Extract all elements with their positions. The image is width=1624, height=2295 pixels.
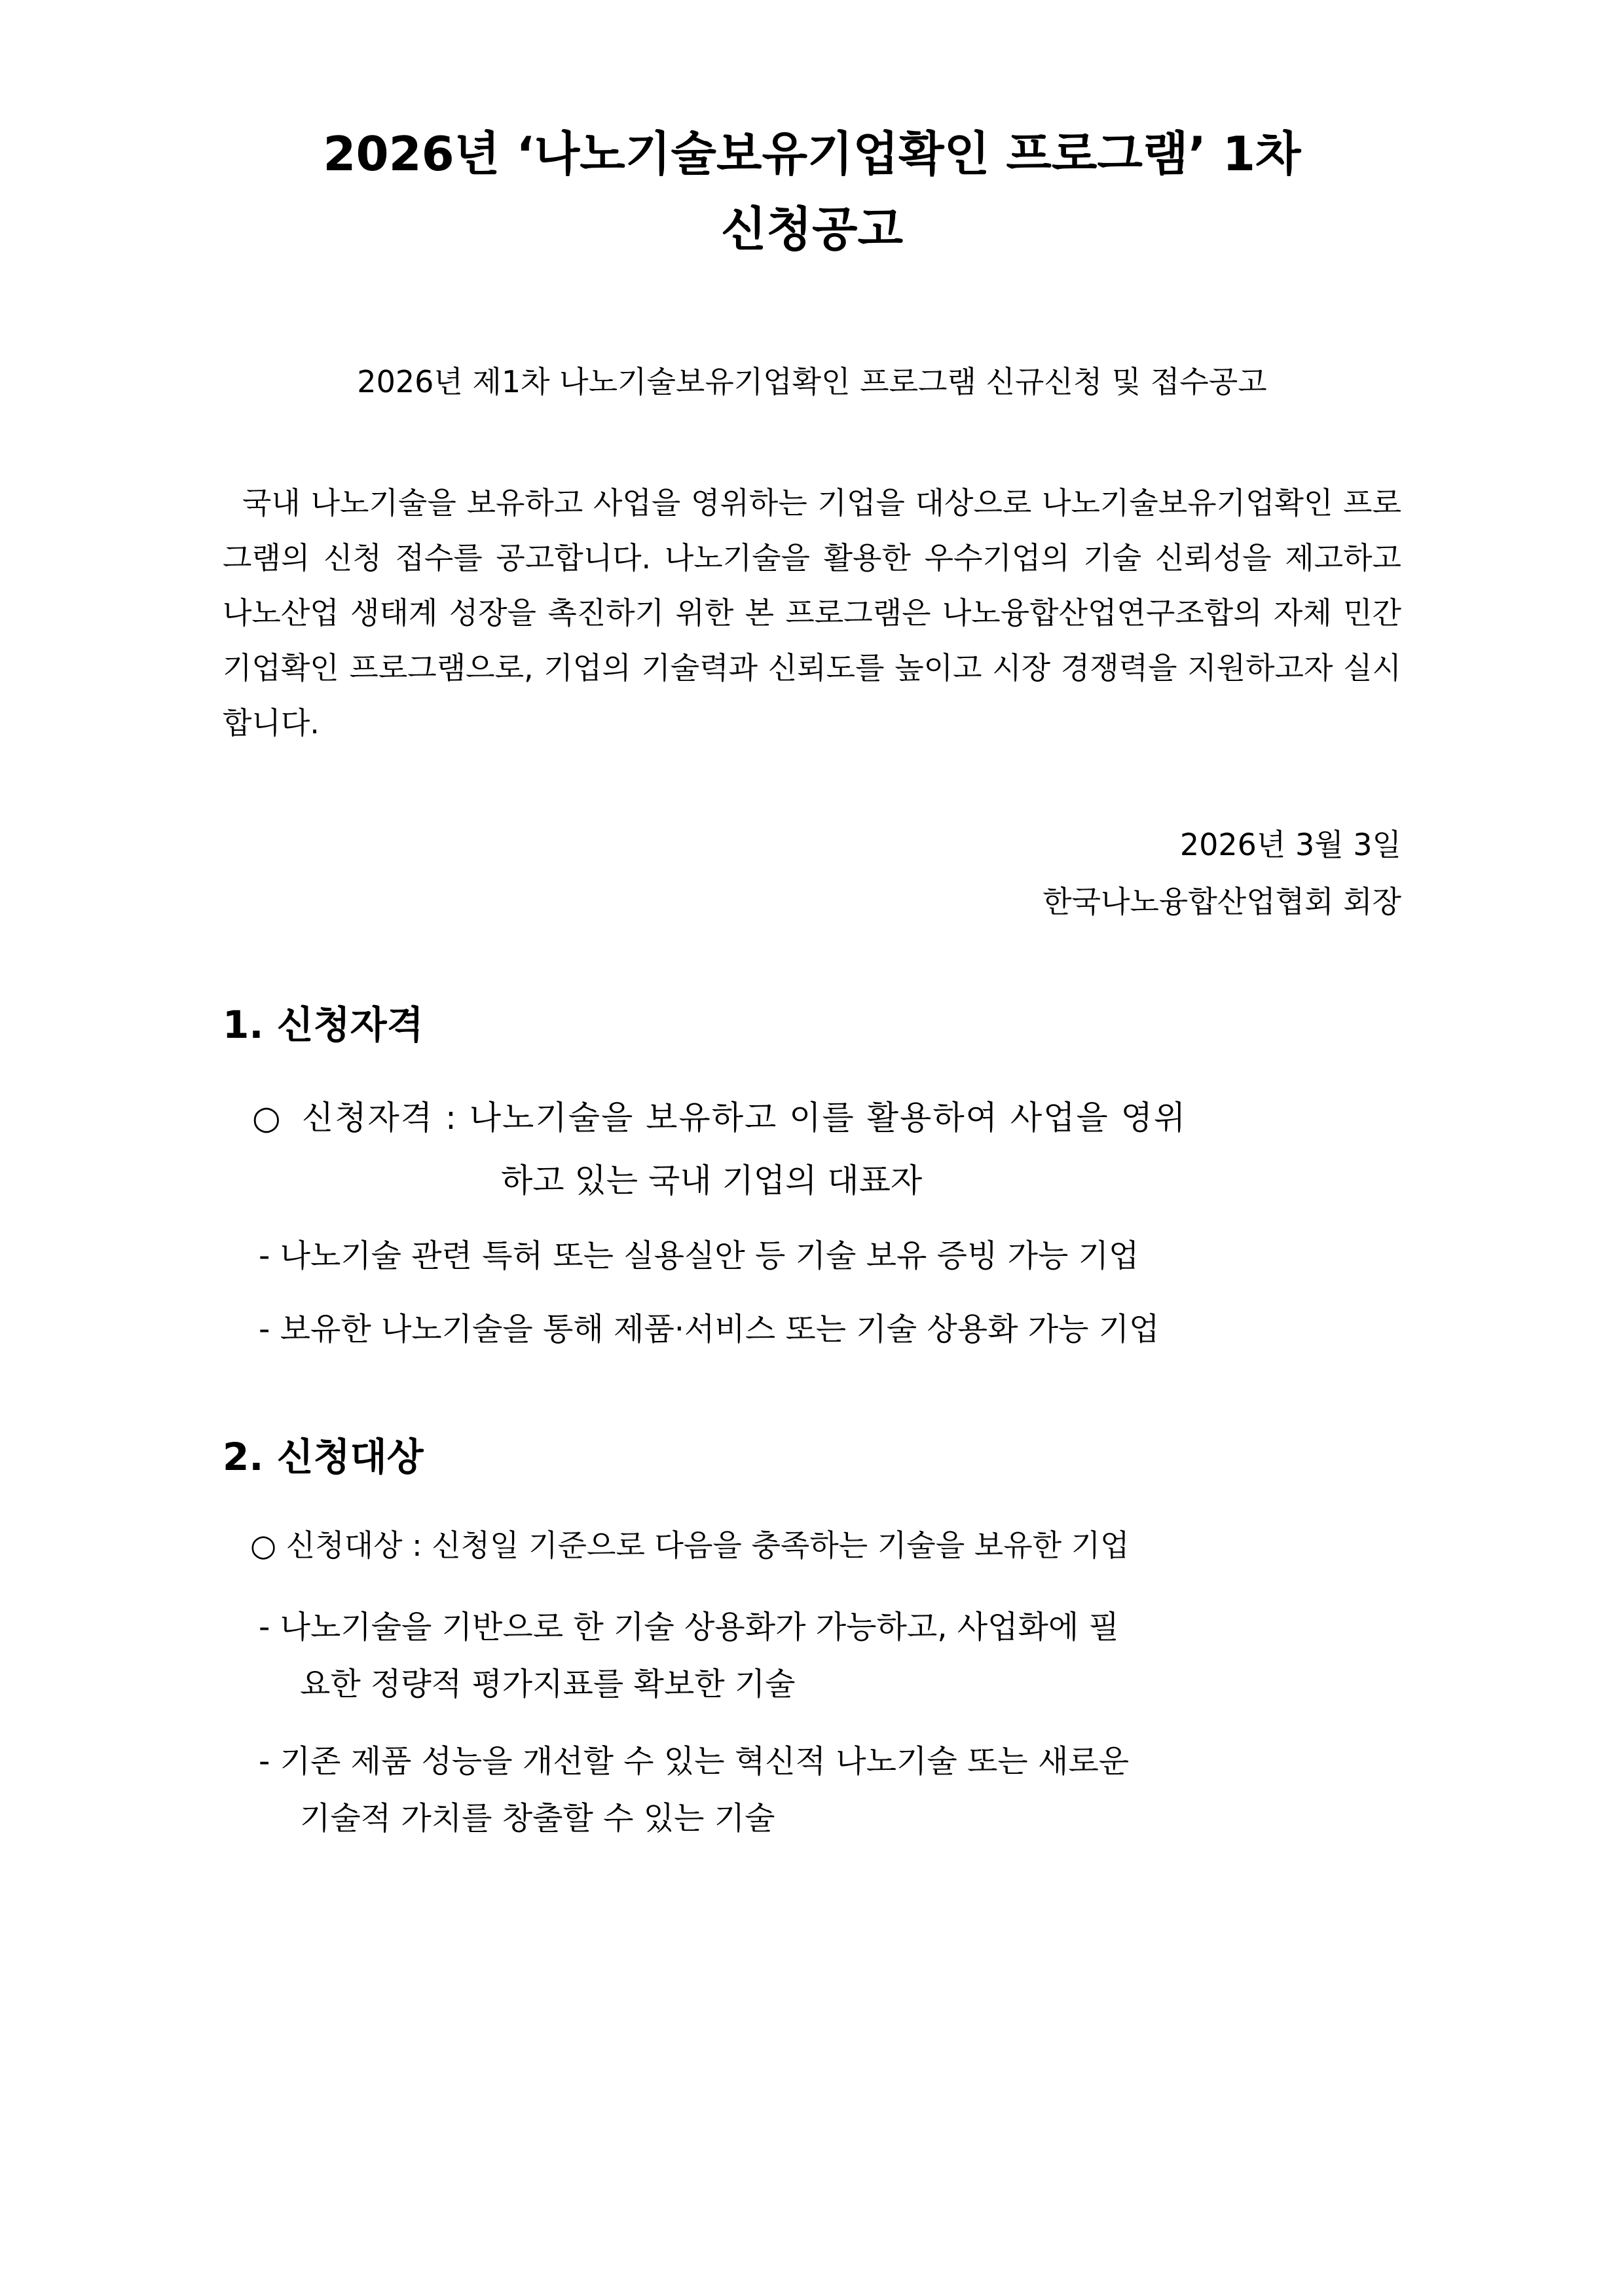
announcement-date: 2026년 3월 3일	[1179, 827, 1401, 862]
document-title-line2: 신청공고	[720, 202, 904, 257]
section1-bullet-line1	[252, 1095, 1187, 1141]
section1-item1: - 나노기술 관련 특허 또는 실용실안 등 기술 보유 증빙 가능 기업	[259, 1238, 1139, 1274]
section2-item1-line2: 요한 정량적 평가지표를 확보한 기술	[300, 1666, 796, 1702]
document-title-line1: 2026년 ‘나노기술보유기업확인 프로그램’ 1차	[323, 126, 1301, 181]
section2-item2-line1: - 기존 제품 성능을 개선할 수 있는 혁신적 나노기술 또는 새로운	[259, 1743, 1130, 1780]
bullet-circle-icon: ○	[252, 1099, 281, 1137]
section2-item1-line1: - 나노기술을 기반으로 한 기술 상용화가 가능하고, 사업화에 필	[259, 1609, 1119, 1645]
section1-heading: 1. 신청자격	[223, 1002, 424, 1047]
section1-bullet-text1: 신청자격 : 나노기술을 보유하고 이를 활용하여 사업을 영위	[301, 1099, 1187, 1137]
document-subtitle: 2026년 제1차 나노기술보유기업확인 프로그램 신규신청 및 접수공고	[357, 364, 1267, 399]
intro-paragraph	[223, 475, 1401, 750]
section2-bullet: ○ 신청대상 : 신청일 기준으로 다음을 충족하는 기술을 보유한 기업	[250, 1528, 1130, 1563]
issuing-organization: 한국나노융합산업협회 회장	[1043, 884, 1401, 919]
section2-heading: 2. 신청대상	[223, 1435, 424, 1479]
section1-item2: - 보유한 나노기술을 통해 제품·서비스 또는 기술 상용화 가능 기업	[259, 1311, 1160, 1348]
section2-item2-line2: 기술적 가치를 창출할 수 있는 기술	[300, 1800, 775, 1837]
section1-bullet-line2: 하고 있는 국내 기업의 대표자	[501, 1162, 923, 1200]
intro-text: 국내 나노기술을 보유하고 사업을 영위하는 기업을 대상으로 나노기술보유기업확인 프로그램의 신청 접수를 공고합니다. 나노기술을 활용한 우수기업의 기술 신뢰성을 제고하고 나노산업 생태계 성장을 촉진하기 위한 본 프로그램은 나노융합산업연구조합의 자체 민간 기업확인 프로그램으로, 기업의 기술력과 신뢰도를 높이고 시장 경쟁력을 지원하고자 실시합니다.	[223, 485, 1401, 741]
